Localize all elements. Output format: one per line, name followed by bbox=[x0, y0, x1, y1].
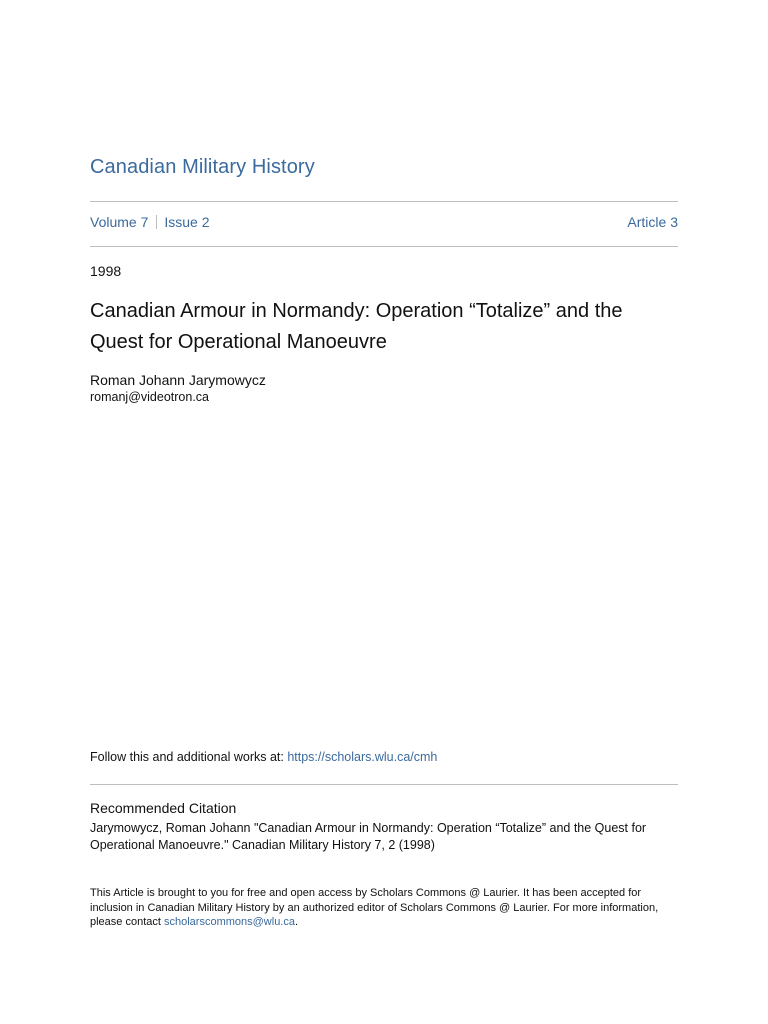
follow-line bbox=[90, 750, 437, 764]
contact-email-link[interactable]: scholarscommons@wlu.ca bbox=[164, 916, 295, 928]
issue-divider bbox=[90, 246, 678, 247]
article-title: Canadian Armour in Normandy: Operation “Totalize” and the Quest for Operational Manoeuvre bbox=[90, 300, 623, 353]
collection-link[interactable]: https://scholars.wlu.ca/cmh bbox=[287, 750, 438, 764]
publication-year: 1998 bbox=[90, 263, 122, 279]
top-divider bbox=[90, 201, 678, 202]
journal-title-link[interactable]: Canadian Military History bbox=[90, 156, 315, 178]
citation-text: Jarymowycz, Roman Johann "Canadian Armour in Normandy: Operation “Totalize” and the Quest for Operational Manoeuvre." Canadian Military History 7, 2 (1998) bbox=[90, 821, 647, 852]
volume-link[interactable]: Volume 7 bbox=[90, 214, 149, 230]
citation-divider bbox=[90, 784, 678, 785]
issue-link[interactable]: Issue 2 bbox=[164, 214, 210, 230]
volume-issue-separator bbox=[156, 215, 157, 229]
issue-bar bbox=[90, 214, 678, 232]
follow-text: Follow this and additional works at: bbox=[90, 750, 288, 764]
volume-issue-group bbox=[90, 214, 210, 230]
citation-heading: Recommended Citation bbox=[90, 800, 237, 816]
access-note bbox=[90, 886, 678, 930]
article-number-link[interactable]: Article 3 bbox=[627, 214, 678, 230]
author-email: romanj@videotron.ca bbox=[90, 390, 209, 404]
access-note-end: . bbox=[295, 916, 299, 928]
author-name: Roman Johann Jarymowycz bbox=[90, 372, 266, 388]
access-note-text: This Article is brought to you for free and open access by Scholars Commons @ Laurier. It has been accepted for inclusion in Canadian Military History by an authorized editor of Scholars Commons @ Laurier. For more information, please contact bbox=[90, 887, 659, 928]
